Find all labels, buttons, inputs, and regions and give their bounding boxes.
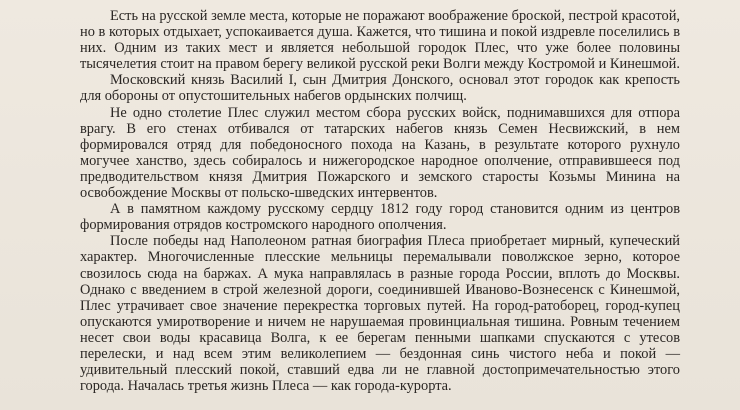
paragraph-merchant-era: После победы над Наполеоном ратная биография Плеса приобретает мирный, купеческий характер. Многочисленные плесские мельницы перемалывали поволжское зерно, которое свозилось сюда на баржах. А мука направлялась в разные города России, вплоть до Москвы. Однако с введением в строй железной дороги, соединившей Иваново-Вознесенск с Кинешмой, Плес утрачивает свое значение перекрестка торговых путей. На город-ратоборец, город-купец опускаются умиротворение и ничем не нарушаемая провинциальная тишина. Ровным течением несет свои воды красавица Волга, к ее берегам пенными шапками спускаются с утесов перелески, и над всем этим великолепием — бездонная синь чистого неба и покой — удивительный плесский покой, ставший едва ли не главной достопримечательностью этого города. Началась третья жизнь Плеса — как города-курорта.	[80, 233, 680, 395]
body-text	[80, 8, 680, 394]
paragraph-intro: Есть на русской земле места, которые не поражают воображение броской, пестрой красотой, но в которых отдыхает, успокаивается душа. Кажется, что тишина и покой издревле поселились в них. Одним из таких мест и является небольшой городок Плес, что уже более половины тысячелетия стоит на правом берегу великой русской реки Волги между Костромой и Кинешмой.	[80, 8, 680, 73]
paragraph-founding: Московский князь Василий I, сын Дмитрия Донского, основал этот городок как крепость для обороны от опустошительных набегов ордынских полчищ.	[80, 72, 680, 105]
paragraph-1812: А в памятном каждому русскому сердцу 1812 году город становится одним из центров формирования отрядов костромского народного ополчения.	[80, 201, 680, 234]
paragraph-military-history: Не одно столетие Плес служил местом сбора русских войск, поднимавшихся для отпора врагу. В его стенах отбивался от татарских набегов князь Семен Несвижский, в нем формировался отряд для победоносного похода на Казань, в результате которого рухнуло могучее ханство, здесь собиралось и нижегородское народное ополчение, отправившееся под предводительством князя Дмитрия Пожарского и земского старосты Козьмы Минина на освобождение Москвы от польско-шведских интервентов.	[80, 104, 680, 202]
